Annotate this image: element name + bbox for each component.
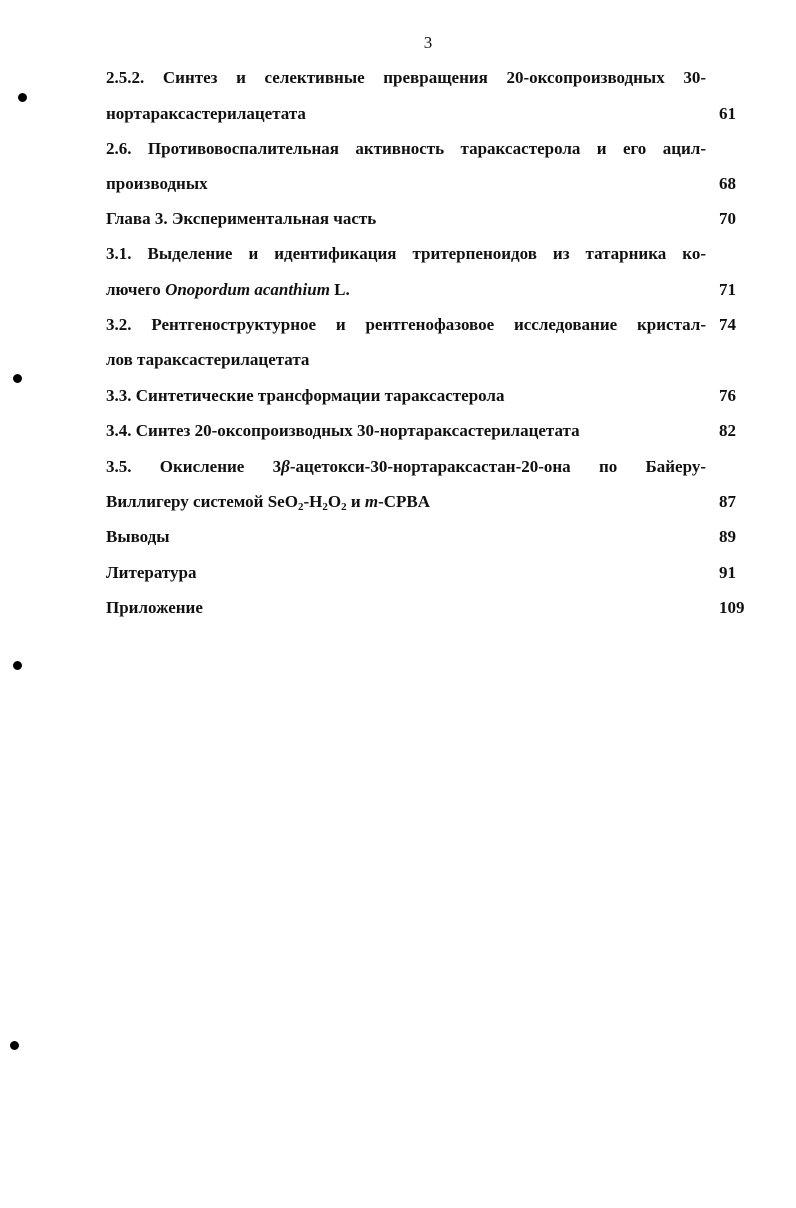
toc-entry-3-3: 3.3. Синтетические трансформации тараксастерола — [106, 386, 505, 405]
toc-entry-3-1-line2 — [106, 280, 350, 300]
toc-entry-3-1-line2-post: L. — [329, 280, 350, 299]
toc-entry-2-6-line2: производных — [106, 174, 208, 193]
toc-entry-3-2-line2: лов тараксастерилацетата — [106, 350, 310, 369]
toc-entry-3-1-line2-pre: лючего — [106, 280, 166, 299]
formula-part: -CPBA — [378, 492, 431, 511]
punch-hole-mark — [13, 661, 22, 670]
toc-entry-3-5-pre: 3.5. Окисление 3 — [106, 457, 282, 476]
toc-page-74: 74 — [719, 315, 736, 334]
formula-part: -H — [303, 492, 323, 511]
toc-entry-3-5-line2 — [106, 492, 430, 512]
page-number: 3 — [423, 33, 433, 52]
toc-page-61: 61 — [719, 104, 736, 123]
subscript: 2 — [322, 501, 328, 513]
toc-entry-3-1-line1: 3.1. Выделение и идентификация тритерпеноидов из татарника ко- — [106, 244, 706, 263]
formula-part: и — [346, 492, 365, 511]
toc-entry-appendix: Приложение — [106, 598, 203, 617]
subscript: 2 — [297, 501, 304, 513]
toc-entry-3-5-line1 — [106, 457, 706, 477]
formula-part: O — [327, 492, 342, 511]
toc-entry-2-5-2-line1: 2.5.2. Синтез и селективные превращения 20-оксопроизводных 30- — [106, 68, 706, 87]
toc-page-82: 82 — [719, 421, 736, 440]
toc-page-70: 70 — [719, 209, 736, 228]
toc-entry-3-1-species: Onopordum acanthium — [165, 280, 330, 299]
toc-entry-2-5-2-line2: нортараксастерилацетата — [106, 104, 306, 123]
toc-entry-conclusions: Выводы — [106, 527, 170, 546]
toc-entry-chapter-3: Глава 3. Экспериментальная часть — [106, 209, 377, 228]
toc-entry-3-5-line2-pre: Виллигеру системой SeO — [106, 492, 298, 511]
toc-entry-2-6-line1: 2.6. Противовоспалительная активность тараксастерола и его ацил- — [106, 139, 706, 158]
subscript: 2 — [341, 501, 347, 513]
punch-hole-mark — [18, 93, 27, 102]
punch-hole-mark — [13, 374, 22, 383]
toc-page-71: 71 — [719, 280, 736, 299]
toc-page-87: 87 — [719, 492, 736, 511]
toc-entry-3-5-beta: β — [281, 457, 290, 476]
toc-entry-literature: Литература — [106, 563, 197, 582]
toc-page-76: 76 — [719, 386, 736, 405]
meta-italic: m — [364, 492, 379, 511]
toc-page-68: 68 — [719, 174, 736, 193]
toc-entry-3-4: 3.4. Синтез 20-оксопроизводных 30-нортараксастерилацетата — [106, 421, 580, 440]
toc-page-89: 89 — [719, 527, 736, 546]
toc-entry-3-5-post: -ацетокси-30-нортараксастан-20-она по Байеру- — [289, 457, 706, 476]
punch-hole-mark — [10, 1041, 19, 1050]
toc-page-91: 91 — [719, 563, 736, 582]
toc-entry-3-2-line1: 3.2. Рентгеноструктурное и рентгенофазовое исследование кристал- — [106, 315, 706, 334]
toc-page-109: 109 — [719, 598, 745, 617]
